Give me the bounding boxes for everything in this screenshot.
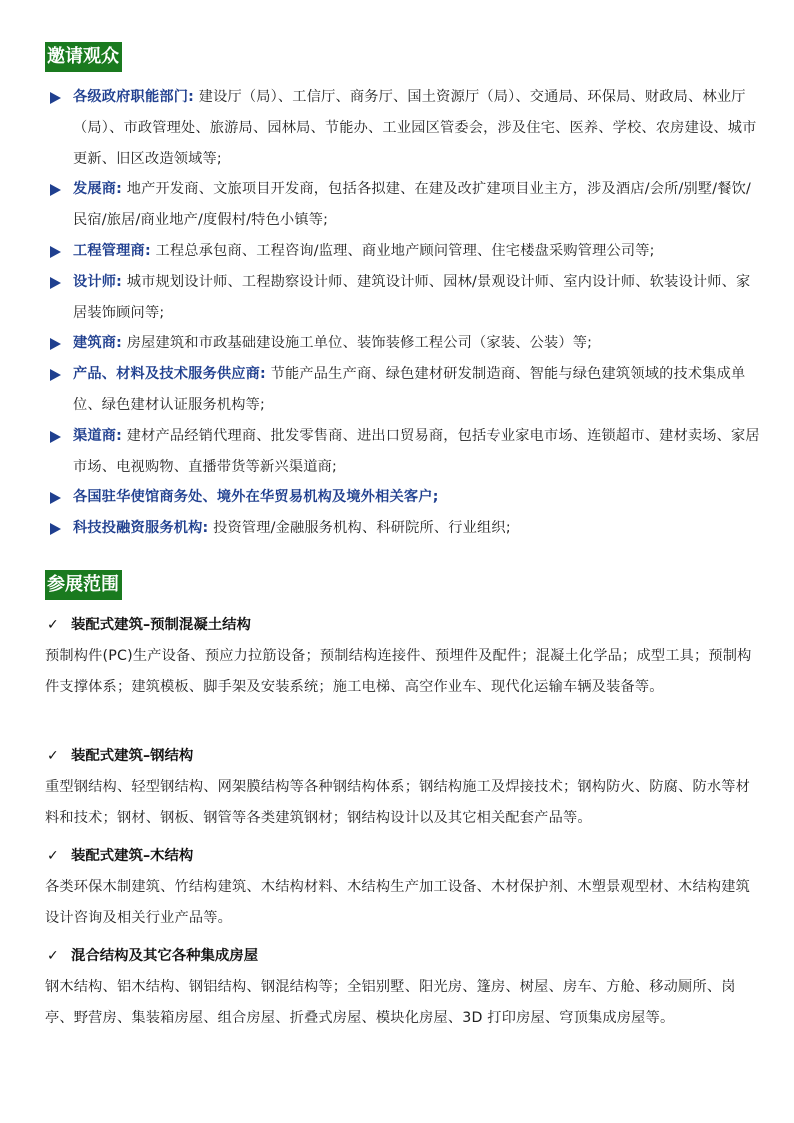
- scope-section: [45, 845, 755, 933]
- triangle-bullet-icon: [50, 92, 61, 104]
- invite-item-text: 节能产品生产商、绿色建材研发制造商、智能与绿色建筑领域的技术集成单位、绿色建材认证服务机构等;: [73, 366, 746, 413]
- triangle-bullet-icon: [50, 369, 61, 381]
- scope-heading-text: 装配式建筑–预制混凝土结构: [71, 617, 251, 633]
- scope-section: [45, 745, 755, 833]
- invite-item: [45, 174, 760, 236]
- invite-item-label: 各级政府职能部门:: [73, 89, 194, 105]
- invite-item-label: 产品、材料及技术服务供应商:: [73, 366, 266, 383]
- invite-item-text: 地产开发商、文旅项目开发商，包括各拟建、在建及改扩建项目业主方，涉及酒店/会所/别墅/餐饮/民宿/旅居/商业地产/度假村/特色小镇等;: [73, 181, 751, 229]
- invite-item-text: 投资管理/金融服务机构、科研院所、行业组织;: [208, 520, 511, 537]
- scope-body: 重型钢结构、轻型钢结构、网架膜结构等各种钢结构体系；钢结构施工及焊接技术；钢构防火、防腐、防水等材料和技术；钢材、钢板、钢管等各类建筑钢材；钢结构设计以及其它相关配套产品等。: [45, 779, 750, 826]
- invite-item-text: 城市规划设计师、工程勘察设计师、建筑设计师、园林/景观设计师、室内设计师、软装设计师、家居装饰顾问等;: [73, 273, 751, 321]
- checkmark-icon: ✓: [47, 748, 59, 764]
- triangle-bullet-icon: [50, 492, 61, 504]
- scope-section: [45, 614, 755, 702]
- invite-item: [45, 421, 760, 483]
- scope-section-title: 参展范围: [45, 570, 122, 600]
- scope-heading-text: 混合结构及其它各种集成房屋: [71, 948, 259, 964]
- invite-item-text: 房屋建筑和市政基础建设施工单位、装饰装修工程公司（家装、公装）等;: [122, 335, 593, 352]
- invite-item-label: 设计师:: [73, 273, 123, 290]
- invite-item-label: 工程管理商:: [73, 242, 151, 259]
- invite-item-label: 发展商:: [73, 181, 123, 198]
- scope-section: [45, 945, 755, 1033]
- scope-heading-text: 装配式建筑–钢结构: [71, 748, 194, 764]
- invite-list: [45, 82, 760, 544]
- triangle-bullet-icon: [50, 431, 61, 443]
- invite-item: [45, 328, 760, 359]
- scope-body: 预制构件(PC)生产设备、预应力拉筋设备；预制结构连接件、预埋件及配件；混凝土化学品；成型工具；预制构件支撑体系；建筑模板、脚手架及安装系统；施工电梯、高空作业车、现代化运输车辆及装备等。: [45, 648, 752, 695]
- checkmark-icon: ✓: [47, 948, 59, 964]
- invite-item: [45, 236, 760, 267]
- invite-item-text: 工程总承包商、工程咨询/监理、商业地产顾问管理、住宅楼盘采购管理公司等;: [150, 242, 655, 259]
- scope-heading: [45, 614, 755, 636]
- invite-item-label: 建筑商:: [73, 335, 123, 352]
- invite-item-label: 科技投融资服务机构:: [73, 520, 209, 537]
- invite-item-label: 渠道商:: [73, 427, 123, 444]
- invite-item: [45, 359, 760, 421]
- invite-item: [45, 267, 760, 329]
- scope-body: 钢木结构、铝木结构、钢铝结构、钢混结构等；全铝别墅、阳光房、篷房、树屋、房车、方舱、移动厕所、岗亭、野营房、集装箱房屋、组合房屋、折叠式房屋、模块化房屋、3D 打印房屋、穹顶集成房屋等。: [45, 979, 736, 1026]
- invite-item-label: 各国驻华使馆商务处、境外在华贸易机构及境外相关客户;: [73, 489, 439, 506]
- triangle-bullet-icon: [50, 246, 61, 258]
- triangle-bullet-icon: [50, 523, 61, 535]
- scope-heading: [45, 745, 755, 767]
- checkmark-icon: ✓: [47, 617, 59, 633]
- invite-section-title: 邀请观众: [45, 42, 122, 72]
- scope-heading: [45, 945, 755, 967]
- triangle-bullet-icon: [50, 277, 61, 289]
- invite-item: [45, 482, 760, 513]
- invite-item: [45, 513, 760, 544]
- triangle-bullet-icon: [50, 338, 61, 350]
- invite-item-text: 建设厅（局）、工信厅、商务厅、国土资源厅（局）、交通局、环保局、财政局、林业厅（局）、市政管理处、旅游局、园林局、节能办、工业园区管委会，涉及住宅、医养、学校、农房建设、城市更新、旧区改造领域等;: [73, 89, 757, 167]
- checkmark-icon: ✓: [47, 848, 59, 864]
- invite-item: [45, 82, 760, 174]
- scope-heading-text: 装配式建筑–木结构: [71, 848, 194, 864]
- scope-body: 各类环保木制建筑、竹结构建筑、木结构材料、木结构生产加工设备、木材保护剂、木塑景观型材、木结构建筑设计咨询及相关行业产品等。: [45, 879, 750, 926]
- invite-item-text: 建材产品经销代理商、批发零售商、进出口贸易商，包括专业家电市场、连锁超市、建材卖场、家居市场、电视购物、直播带货等新兴渠道商;: [73, 427, 760, 475]
- scope-heading: [45, 845, 755, 867]
- triangle-bullet-icon: [50, 184, 61, 196]
